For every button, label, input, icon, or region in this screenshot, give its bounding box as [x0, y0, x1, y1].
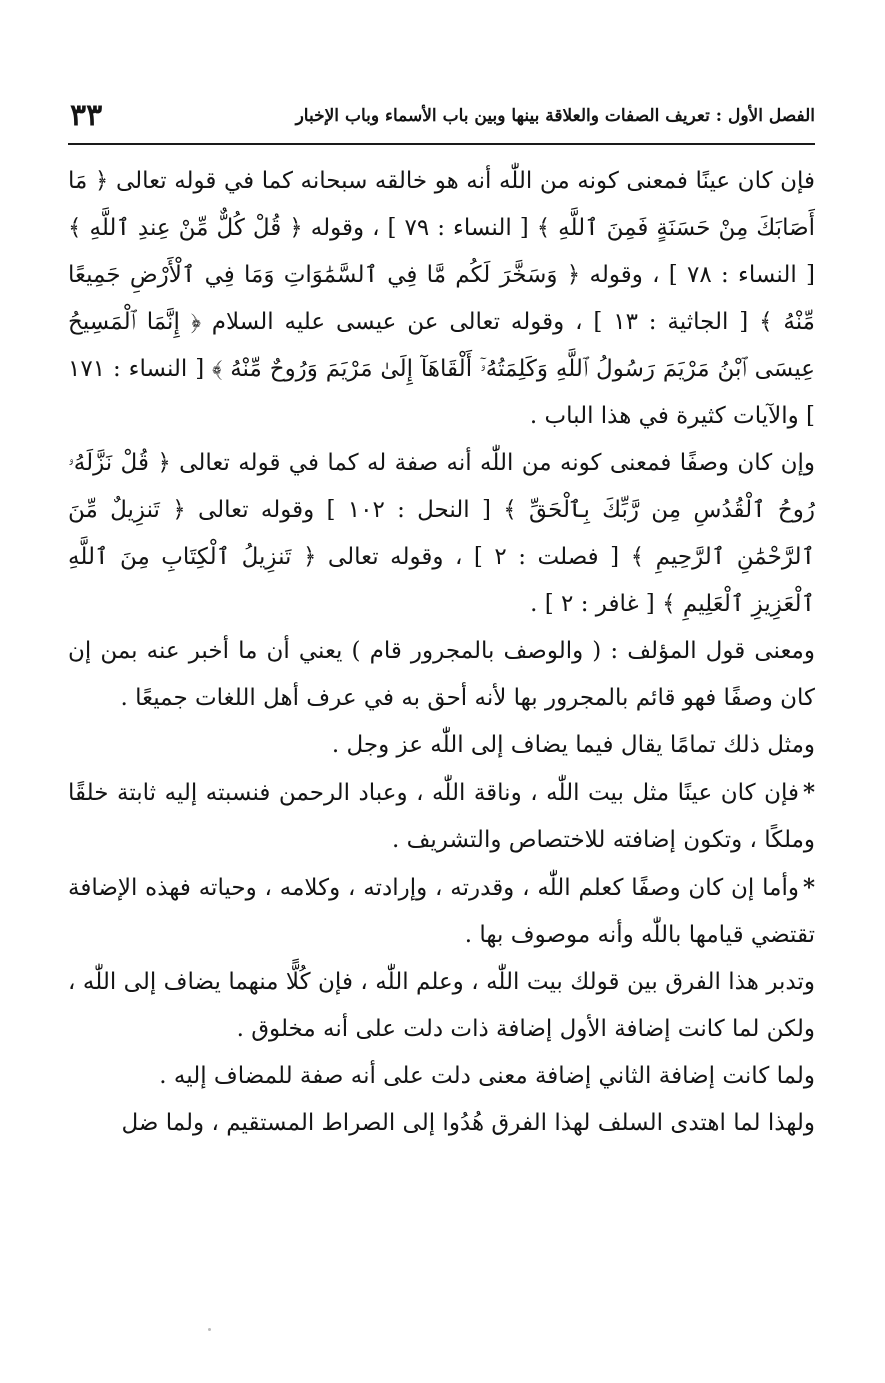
- paragraph-text: ومعنى قول المؤلف : ( والوصف بالمجرور قام ) يعني أن ما أخبر عنه بمن إن كان وصفًا فهو قائم بالمجرور بها لأنه أحق به في عرف أهل اللغات جميعًا .: [68, 638, 815, 711]
- paragraph-text: ولهذا لما اهتدى السلف لهذا الفرق هُدُوا إلى الصراط المستقيم ، ولما ضل: [121, 1110, 815, 1136]
- paragraph-text: ومثل ذلك تمامًا يقال فيما يضاف إلى اللّٰه عز وجل .: [331, 732, 815, 758]
- paragraph: [68, 722, 815, 769]
- paragraph: [68, 440, 815, 628]
- bullet-paragraph: [68, 769, 815, 864]
- asterisk-bullet: *: [802, 779, 815, 806]
- running-title: الفصل الأول : تعريف الصفات والعلاقة بينها وبين باب الأسماء وباب الإخبار: [295, 106, 815, 126]
- paragraph: [68, 1100, 815, 1147]
- paragraph-text: فإن كان عينًا مثل بيت اللّٰه ، وناقة اللّٰه ، وعباد الرحمن فنسبته إليه ثابتة خلقًا وملكًا ، وتكون إضافته للاختصاص والتشريف .: [68, 780, 815, 853]
- asterisk-bullet: *: [802, 874, 815, 901]
- paragraph-text: وتدبر هذا الفرق بين قولك بيت اللّٰه ، وعلم اللّٰه ، فإن كُلًّا منهما يضاف إلى اللّٰه ، ولكن لما كانت إضافة الأول إضافة ذات دلت على أنه مخلوق .: [68, 969, 815, 1042]
- body-text: [68, 158, 815, 1147]
- page-header: [68, 98, 817, 144]
- scan-speck: [208, 1328, 211, 1331]
- paragraph-text: ولما كانت إضافة الثاني إضافة معنى دلت على أنه صفة للمضاف إليه .: [159, 1063, 815, 1089]
- paragraph-text: فإن كان عينًا فمعنى كونه من اللّٰه أنه هو خالقه سبحانه كما في قوله تعالى ﴿ مَا أَصَابَكَ مِنْ حَسَنَةٍ فَمِنَ ٱللَّهِ ﴾ [ النساء : ٧٩ ] ، وقوله ﴿ قُلْ كُلٌّ مِّنْ عِندِ ٱللَّهِ ﴾ [ النساء : ٧٨ ] ، وقوله ﴿ وَسَخَّرَ لَكُم مَّا فِي ٱلسَّمَٰوَاتِ وَمَا فِي ٱلْأَرْضِ جَمِيعًا مِّنْهُ ﴾ [ الجاثية : ١٣ ] ، وقوله تعالى عن عيسى عليه السلام ﴿ إِنَّمَا ٱلْمَسِيحُ عِيسَى ٱبْنُ مَرْيَمَ رَسُولُ ٱللَّهِ وَكَلِمَتُهُۥٓ أَلْقَاهَآ إِلَىٰ مَرْيَمَ وَرُوحٌ مِّنْهُ ﴾ [ النساء : ١٧١ ] والآيات كثيرة في هذا الباب .: [68, 168, 816, 429]
- paragraph-text: وإن كان وصفًا فمعنى كونه من اللّٰه أنه صفة له كما في قوله تعالى ﴿ قُلْ نَزَّلَهُۥ رُوحُ ٱلْقُدُسِ مِن رَّبِّكَ بِٱلْحَقِّ ﴾ [ النحل : ١٠٢ ] وقوله تعالى ﴿ تَنزِيلٌ مِّنَ ٱلرَّحْمَٰنِ ٱلرَّحِيمِ ﴾ [ فصلت : ٢ ] ، وقوله تعالى ﴿ تَنزِيلُ ٱلْكِتَابِ مِنَ ٱللَّهِ ٱلْعَزِيزِ ٱلْعَلِيمِ ﴾ [ غافر : ٢ ] .: [68, 450, 815, 617]
- paragraph: [68, 158, 815, 440]
- page-number: ٣٣: [70, 98, 103, 133]
- paragraph: [68, 1053, 815, 1100]
- bullet-paragraph: [68, 864, 815, 959]
- header-rule: [68, 143, 815, 145]
- paragraph: [68, 628, 815, 722]
- paragraph-text: وأما إن كان وصفًا كعلم اللّٰه ، وقدرته ، وإرادته ، وكلامه ، وحياته فهذه الإضافة تقتضي قيامها باللّٰه وأنه موصوف بها .: [68, 875, 815, 948]
- paragraph: [68, 959, 815, 1053]
